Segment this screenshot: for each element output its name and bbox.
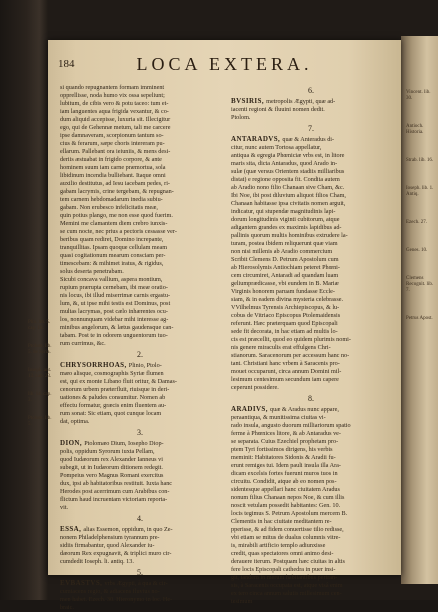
margin-note: Ezech. 27.: [406, 220, 427, 225]
text-line: [231, 550, 391, 558]
text-line: [231, 352, 391, 360]
text-line-content: nis genere miraculis erat effulgens Chri-: [231, 344, 331, 351]
text-line-content: Ptolomæo Dium, Iosepho Diop-: [84, 440, 164, 447]
text-line: [60, 180, 220, 188]
text-line-content: adigantem grandes ex maximis lapidibus ad-: [231, 224, 342, 231]
text-line-content: nonem Philadelphensium tyrannum pre-: [60, 534, 160, 541]
text-line-content: metropolis Ægypti, quæ ad-: [266, 98, 336, 105]
entry-paragraph: [60, 525, 220, 566]
text-line-content: Memini me clamantem diem crebro iunxis-: [60, 220, 168, 227]
text-line: [60, 316, 220, 324]
text-line-content: tesimum: [231, 598, 253, 605]
text-line: [60, 244, 220, 252]
left-column: [60, 84, 220, 612]
text-line: [60, 92, 220, 100]
text-line-content: lubitum, de cibis vero & potu taceo: tum et-: [60, 100, 169, 107]
text-line: [60, 116, 220, 124]
entry-paragraph: [60, 84, 220, 348]
text-line: [60, 496, 220, 504]
entry-headword: DION,: [60, 439, 85, 447]
text-line: [60, 579, 220, 588]
text-line: [231, 486, 391, 494]
text-line: [231, 168, 391, 176]
text-line: [60, 308, 220, 316]
text-line: [231, 582, 391, 590]
text-line-content: sis, à Saracenis occupata est, atque visâ enim: [231, 582, 343, 589]
text-line-content: solus deserta penetrabam.: [60, 268, 124, 275]
text-line-content: Herodes post acerrimum cum Arabibus con-: [60, 488, 170, 495]
text-line-content: pperisse, & ad fidem conuertisse tilio redisse,: [231, 526, 344, 533]
margin-note: Plin. lib. 5. cap. 18.: [28, 320, 51, 331]
entry-number: 2.: [137, 350, 143, 359]
text-line-content: Clementis in hac ciuitate meditantem re-: [231, 518, 332, 525]
text-line-content: credit, quas spectatores omni animo desi-: [231, 550, 334, 557]
text-line-content: ellarum. Pallebant ora ieiuniis, & mens desi-: [60, 148, 171, 155]
text-line-content: est, qui ex monte Libano fluit oritur, & Damas-: [60, 378, 177, 385]
text-line: [231, 462, 391, 470]
text-line: [231, 160, 391, 168]
text-line-content: referunt. Hæc præterquam quod Episcopali: [231, 320, 338, 327]
text-line: [60, 268, 220, 276]
text-line-content: noscit vetulam possedit habitantes: Gen. 10.: [231, 502, 341, 509]
text-line: [60, 550, 220, 558]
text-line: [60, 386, 220, 394]
text-line: [60, 504, 220, 512]
text-line-content: Pompeius vero Magnus Romani exercitus: [60, 472, 164, 479]
text-line: [60, 378, 220, 386]
text-line: [231, 590, 391, 598]
text-line-content: rum currimus, &c.: [60, 340, 106, 347]
text-line-content: dicam excelsis fortes fuerunt muros tuos in: [231, 470, 338, 477]
text-line-content: timescebam: & mihimet iratus, & rigidus,: [60, 260, 164, 267]
text-line: [231, 256, 391, 264]
text-line: [60, 402, 220, 410]
entry-paragraph: [231, 405, 391, 606]
text-line: [231, 510, 391, 518]
margin-note: Petrus Apost.: [406, 316, 433, 321]
entry-headword: ANTARADVS,: [231, 135, 283, 143]
text-line: [60, 228, 220, 236]
text-line: [231, 405, 391, 414]
text-line: [231, 430, 391, 438]
entry-number: 5.: [137, 568, 143, 577]
text-line: [60, 324, 220, 332]
text-line-content: ptem Tyri fortissimos dirigens, his verbis: [231, 446, 333, 453]
text-line: [231, 288, 391, 296]
text-line-content: dux, ipsi ab habitatoribus restituit. Iuxta hanc: [60, 480, 173, 487]
text-line-content: distat) e regione opposita fit. Condita autem: [231, 176, 340, 183]
text-line-content: dæorum Rex expugnavit, & triplici muro cir-: [60, 550, 172, 557]
text-line-content: cius & ferarum, sæpe choris intereram pu-: [60, 140, 165, 147]
text-line-content: cem circumiret, Antaradi ad quandam luam: [231, 272, 339, 279]
text-line: [231, 296, 391, 304]
entry-number: 3.: [137, 428, 143, 437]
text-line-content: cumdedit Ioseph. li. antiq. 13.: [60, 558, 134, 565]
text-line-content: los, nonnunquam videbar mihi interesse ag-: [60, 316, 169, 323]
text-line: [231, 376, 391, 384]
margin-note: Ptolom. lib. 5. de Syria.: [28, 344, 52, 355]
text-line-content: Ptolom.: [231, 114, 251, 121]
text-line: [60, 456, 220, 464]
text-line: [60, 472, 220, 480]
text-line-content: men habet. Ezech. 30. Hieronymo in loc. He-: [60, 596, 173, 603]
text-line-content: locis tegimus S. Petrum Apostolum mercem B.: [231, 510, 348, 517]
text-line-content: braic.: [60, 604, 74, 611]
text-line-content: vbi etiam se mitus de dualus columnis vitre-: [231, 534, 341, 541]
text-line: [60, 100, 220, 108]
text-line-content: tabam. Post te in odorem unguentorum tuo-: [60, 332, 168, 339]
text-line: [231, 144, 391, 152]
text-line: [60, 464, 220, 472]
text-line-content: ab Hierosolymis Antiochiam peteret Phœni-: [231, 264, 340, 271]
text-line: [231, 328, 391, 336]
entry-paragraph: [231, 135, 391, 392]
text-line-content: circuitu. Condidit, atque ab eo nomen pos-: [231, 478, 337, 485]
text-line: [231, 542, 391, 550]
text-line-content: tem carnem hebdomadarum inedia subiu-: [60, 196, 163, 203]
margin-note: lib. 14. cap. 3.: [28, 392, 52, 403]
margin-note: Ioseph. lib. 1. Antiq.: [406, 186, 434, 197]
text-line-content: git, tandem in merum habitantibus pertran-: [231, 574, 338, 581]
text-line-content: sede fit decorata, in hac etiam ad multis lo-: [231, 328, 338, 335]
text-line-content: vrbs Ægypti, à qua & cir-: [104, 580, 168, 587]
text-line: [231, 574, 391, 582]
text-line: [231, 135, 391, 144]
entry-headword: CHRYSORRHOAS,: [60, 361, 129, 369]
text-line: [60, 164, 220, 172]
margin-note: Strab. lib. 16.: [406, 158, 434, 163]
text-line: [231, 566, 391, 574]
text-line: [231, 470, 391, 478]
text-line: [231, 502, 391, 510]
text-line-content: citur, nunc autem Tortosa appellatur,: [231, 144, 322, 151]
text-line: [60, 300, 220, 308]
text-line: [231, 304, 391, 312]
text-line: [231, 360, 391, 368]
text-line: [60, 292, 220, 300]
text-line-content: iacenti regioni & fluuini nomen dedit.: [231, 106, 325, 113]
text-line-content: Chanaan habitasse ipsa civitatis nomen arguit,: [231, 200, 346, 207]
text-line-content: mæo alisque, cosmographis Syriæ flumen: [60, 370, 164, 377]
text-line-content: tranquillitas. Ipsam quoque cellulam meam: [60, 244, 168, 251]
text-line: [60, 124, 220, 132]
text-line: [231, 192, 391, 200]
text-line: [60, 148, 220, 156]
text-line: [231, 598, 391, 606]
text-line-content: libidinum incendia bulliebant. Itaque omni: [60, 172, 166, 179]
text-line-content: hominem suum iam carne præmortua, sola: [60, 164, 166, 171]
text-line-content: minibus angelorum, & lætus gaudensque can-: [60, 324, 174, 331]
text-line-content: gabam. Non erubesco infelicitatis meæ,: [60, 204, 158, 211]
text-line: [60, 188, 220, 196]
text-line-content: se cum nocte, nec prius a pectoris cessasse ver-: [60, 228, 177, 235]
text-line: [231, 264, 391, 272]
text-line-content: ferme à Phœnices litore, & ab Antaradus ve-: [231, 430, 341, 437]
text-line-content: opprellisse, noda humo vix ossa sepeliunt;: [60, 92, 165, 99]
text-line: [231, 208, 391, 216]
text-line: [231, 97, 391, 106]
entry-headword: ESSA,: [60, 525, 84, 533]
text-line-content: cis est præcellit, quod eo quidem plurimis nomi-: [231, 336, 351, 343]
text-line: [231, 248, 391, 256]
entry-number: 6.: [308, 86, 314, 95]
text-line-content: pallinis quorum multis hominibus extrudere la-: [231, 232, 348, 239]
gutter-margin-notes: [406, 90, 436, 344]
text-line-content: peraantiqua, & munitissima ciuitas vi-: [231, 414, 326, 421]
text-line: [60, 156, 220, 164]
text-line: [60, 410, 220, 418]
text-line-content: dum aliquid accepisse, luxuria sit. Illecigitur: [60, 116, 171, 123]
text-line: [231, 114, 391, 122]
entry-headword: EVBASTVS,: [60, 579, 105, 587]
text-line: [60, 332, 220, 340]
text-line: [231, 272, 391, 280]
text-line-content: cumiacens regio, & adiacens fluvius no-: [60, 588, 160, 595]
text-line: [60, 596, 220, 604]
text-line: [231, 494, 391, 502]
text-line-content: cobus de Vitriaco Episcopus Ptolemaidensis: [231, 312, 341, 319]
text-line: [60, 140, 220, 148]
text-line-content: quod Iudæorum rex Alexander Ianneus vi: [60, 456, 163, 463]
text-line-content: non nisi millenis ab Aradio commercium: [231, 248, 333, 255]
text-line-content: polis, oppidum Syrorum iuxta Pellam,: [60, 448, 155, 455]
text-line: [60, 448, 220, 456]
text-line-content: Sicubi concava vallium, aspera montium,: [60, 276, 163, 283]
text-line-content: sidiis firmabantur, quod Alexander iu-: [60, 542, 155, 549]
text-line-content: antiqua & egregia Phœniciæ vrbs est, in litore: [231, 152, 345, 159]
entry-paragraph: [60, 361, 220, 426]
text-line: [60, 439, 220, 448]
text-line: [231, 414, 391, 422]
text-line-content: nonum filius Chanaan nepos Noe, & cum illis: [231, 494, 345, 501]
text-line-content: effectu formatur, græcis enim fluentem au-: [60, 402, 167, 409]
text-line: [60, 276, 220, 284]
text-line: [60, 84, 220, 92]
text-line-content: sidentesque appellari hanc ciuitatem Aradus: [231, 486, 340, 493]
text-line: [231, 184, 391, 192]
text-line: [231, 422, 391, 430]
margin-note: Vincent. lib. 30.: [406, 90, 431, 101]
text-line: [231, 106, 391, 114]
text-line-content: Virginis honorem paruam fundasse Eccle-: [231, 288, 335, 295]
text-line-content: maris sita, dicta Antaradus, quod Arado in-: [231, 160, 338, 167]
text-line-content: multas lacrymas, post cælo inhærentes ocu-: [60, 308, 168, 315]
text-line-content: quæ & Anteradus di-: [282, 136, 335, 143]
text-line-content: subegit, ut in Iudæorum ditionem redegit.: [60, 464, 163, 471]
left-margin-notes: [28, 320, 54, 440]
margin-note: Clemens Recognit. lib. 7.: [406, 276, 434, 293]
text-line-content: beribus quam rediret, Domino increpante,: [60, 236, 164, 243]
text-line-content: uationes & paludes consumitur. Nomen ab: [60, 394, 166, 401]
text-line: [231, 152, 391, 160]
entry-number: 7.: [308, 124, 314, 133]
text-line-content: dorum longitudinis viginti cubitorum, atque: [231, 216, 340, 223]
text-line: [60, 340, 220, 348]
text-line-content: ego, qui de Gehennæ metum, tali me carcere: [60, 124, 171, 131]
text-line: [231, 446, 391, 454]
text-line: [231, 280, 391, 288]
text-line: [60, 284, 220, 292]
text-line-content: auxilio destitutus, ad Iesu iacebam pedes, ri-: [60, 180, 170, 187]
text-line-content: ceperunt possidere.: [231, 384, 279, 391]
text-line: [231, 438, 391, 446]
margin-note: Genes. 10.: [406, 248, 428, 253]
text-line-content: rum sonat: Sic etiam, quot cunque locam: [60, 410, 162, 417]
text-line: [231, 200, 391, 208]
text-line: [231, 384, 391, 392]
entry-number: 8.: [308, 394, 314, 403]
text-line-content: Scribit Clemens D. Petrum Apostolum cum: [231, 256, 339, 263]
text-line-content: siam, & in eadem divina mysteria celebrasse.: [231, 296, 344, 303]
text-line: [60, 196, 220, 204]
text-line-content: quin potius plango, me non esse quod fuerim.: [60, 212, 173, 219]
text-line: [231, 558, 391, 566]
text-line: [60, 361, 220, 370]
right-column: [231, 84, 391, 606]
entry-paragraph: [231, 97, 391, 122]
text-line: [60, 525, 220, 534]
text-line-content: rado insula, angusto duorum milliariorum spatio: [231, 422, 351, 429]
text-line-content: sulæ (quæ versus Orientem stadiis milliaribus: [231, 168, 345, 175]
text-line: [60, 394, 220, 402]
text-line-content: lum, &, ut ipse mihi testis est Dominus, post: [60, 300, 171, 307]
text-line-content: mouet occuparunt, circa annum Domini mil-: [231, 368, 342, 375]
text-line: [231, 232, 391, 240]
text-line: [231, 312, 391, 320]
text-line-content: is, mirabili artificio templo adiunxisse: [231, 542, 326, 549]
text-line-content: alias Essemon, oppidum, in quo Ze-: [83, 526, 173, 533]
text-line-content: quasi cogitationum mearum consciam per-: [60, 252, 166, 259]
text-line: [231, 320, 391, 328]
text-line: [60, 172, 220, 180]
text-line: [60, 132, 220, 140]
entry-paragraph: [60, 439, 220, 512]
text-line-content: se separata. Cuius Ezechiel prophetam pro-: [231, 438, 339, 445]
entry-headword: ARADIVS,: [231, 405, 270, 413]
text-line-content: Plinio, Ptolo-: [128, 362, 162, 369]
text-line-content: turam, postea ibidem reliquerunt quæ viam: [231, 240, 338, 247]
text-line-content: gabam lacrymis, crine tergebam, & repugnan-: [60, 188, 174, 195]
text-line: [231, 216, 391, 224]
text-line-content: dat, optima.: [60, 418, 90, 425]
text-line-content: lesimum centesimum secundum iam capere: [231, 376, 339, 383]
text-line: [231, 336, 391, 344]
text-line: [231, 534, 391, 542]
margin-note: Antioch. Historia.: [406, 124, 424, 135]
text-line-content: Ibi Noe, ibi post diluvium aliquot filios Cham,: [231, 192, 346, 199]
text-line-content: deriis æstuabat in frigido corpore, & ante: [60, 156, 162, 163]
text-line: [60, 252, 220, 260]
text-line-content: nis locus, ibi illud miserrimæ carnis ergastu-: [60, 292, 171, 299]
text-line-content: tant. Christiani hanc vrbem à Saracenis pro-: [231, 360, 340, 367]
text-line: [60, 542, 220, 550]
page-number: 184: [58, 58, 75, 70]
text-line-content: ex tero cinca annum salutis millesimum cen-: [231, 590, 342, 597]
text-line-content: iam languentes aqua frigida vexantur, & co-: [60, 108, 169, 115]
text-line: [231, 240, 391, 248]
text-line: [60, 558, 220, 566]
text-line-content: meminit: Habitatores Sidonis & Aradii fu-: [231, 454, 336, 461]
margin-note: Ioseph. ant. 13. cap. 23.: [28, 368, 52, 379]
text-line-content: flictum haud incruentam victoriam reporta-: [60, 496, 168, 503]
entry-paragraph: [60, 579, 220, 612]
text-line-content: indicatur, qui stupendæ magnitudinis lapi-: [231, 208, 336, 215]
text-line: [231, 518, 391, 526]
text-line-content: ab Aradio nono filio Chanaan sive Cham, &c.: [231, 184, 345, 191]
text-line: [231, 176, 391, 184]
text-line-content: cenorum urbem præterfluit, riuisque in deri-: [60, 386, 170, 393]
text-line: [60, 480, 220, 488]
text-line: [60, 108, 220, 116]
text-line: [60, 588, 220, 596]
text-line-content: ipse damnaveram, scorpionum tantum so-: [60, 132, 164, 139]
text-line: [231, 526, 391, 534]
entry-number: 4.: [137, 514, 143, 523]
text-line: [60, 488, 220, 496]
book-page: [48, 40, 401, 611]
text-line-content: erunt remiges tui. Idem pauli insula illa Ara-: [231, 462, 341, 469]
text-line: [60, 418, 220, 426]
page-header: [58, 54, 391, 76]
entry-headword: BVSIRIS,: [231, 97, 267, 105]
text-line: [60, 260, 220, 268]
text-line: [231, 368, 391, 376]
text-line: [60, 220, 220, 228]
text-line: [60, 370, 220, 378]
text-line: [60, 604, 220, 612]
text-line-content: derauere iterum. Postquam hæc ciuitas in altis: [231, 558, 345, 565]
text-line-content: stianorum. Saracenorum per accessum hanc no-: [231, 352, 350, 359]
text-line: [231, 344, 391, 352]
text-line-content: rupium prærupta cernebam, ibi meæ oratio-: [60, 284, 168, 291]
text-line-content: geliumprædicasse, vbi eundem in B. Mariæ: [231, 280, 339, 287]
text-line: [60, 236, 220, 244]
margin-note: Ptolom. lib. 5.: [28, 416, 52, 427]
text-line: [60, 204, 220, 212]
text-line-content: fere locis Episcopali cathedra in puer insi-: [231, 566, 336, 573]
text-line: [231, 224, 391, 232]
text-line-content: si quando repugnantem formam imminent: [60, 84, 165, 91]
text-line-content: vit.: [60, 504, 69, 511]
running-head: LOCA EXTERA.: [136, 54, 313, 74]
text-line: [231, 478, 391, 486]
text-line: [231, 454, 391, 462]
text-line-content: VVilhelmus Tyrensis Archiepiscopus, & lu-: [231, 304, 340, 311]
text-line: [60, 534, 220, 542]
text-line-content: quæ & Aradus nunc appare,: [270, 406, 339, 413]
text-line: [60, 212, 220, 220]
